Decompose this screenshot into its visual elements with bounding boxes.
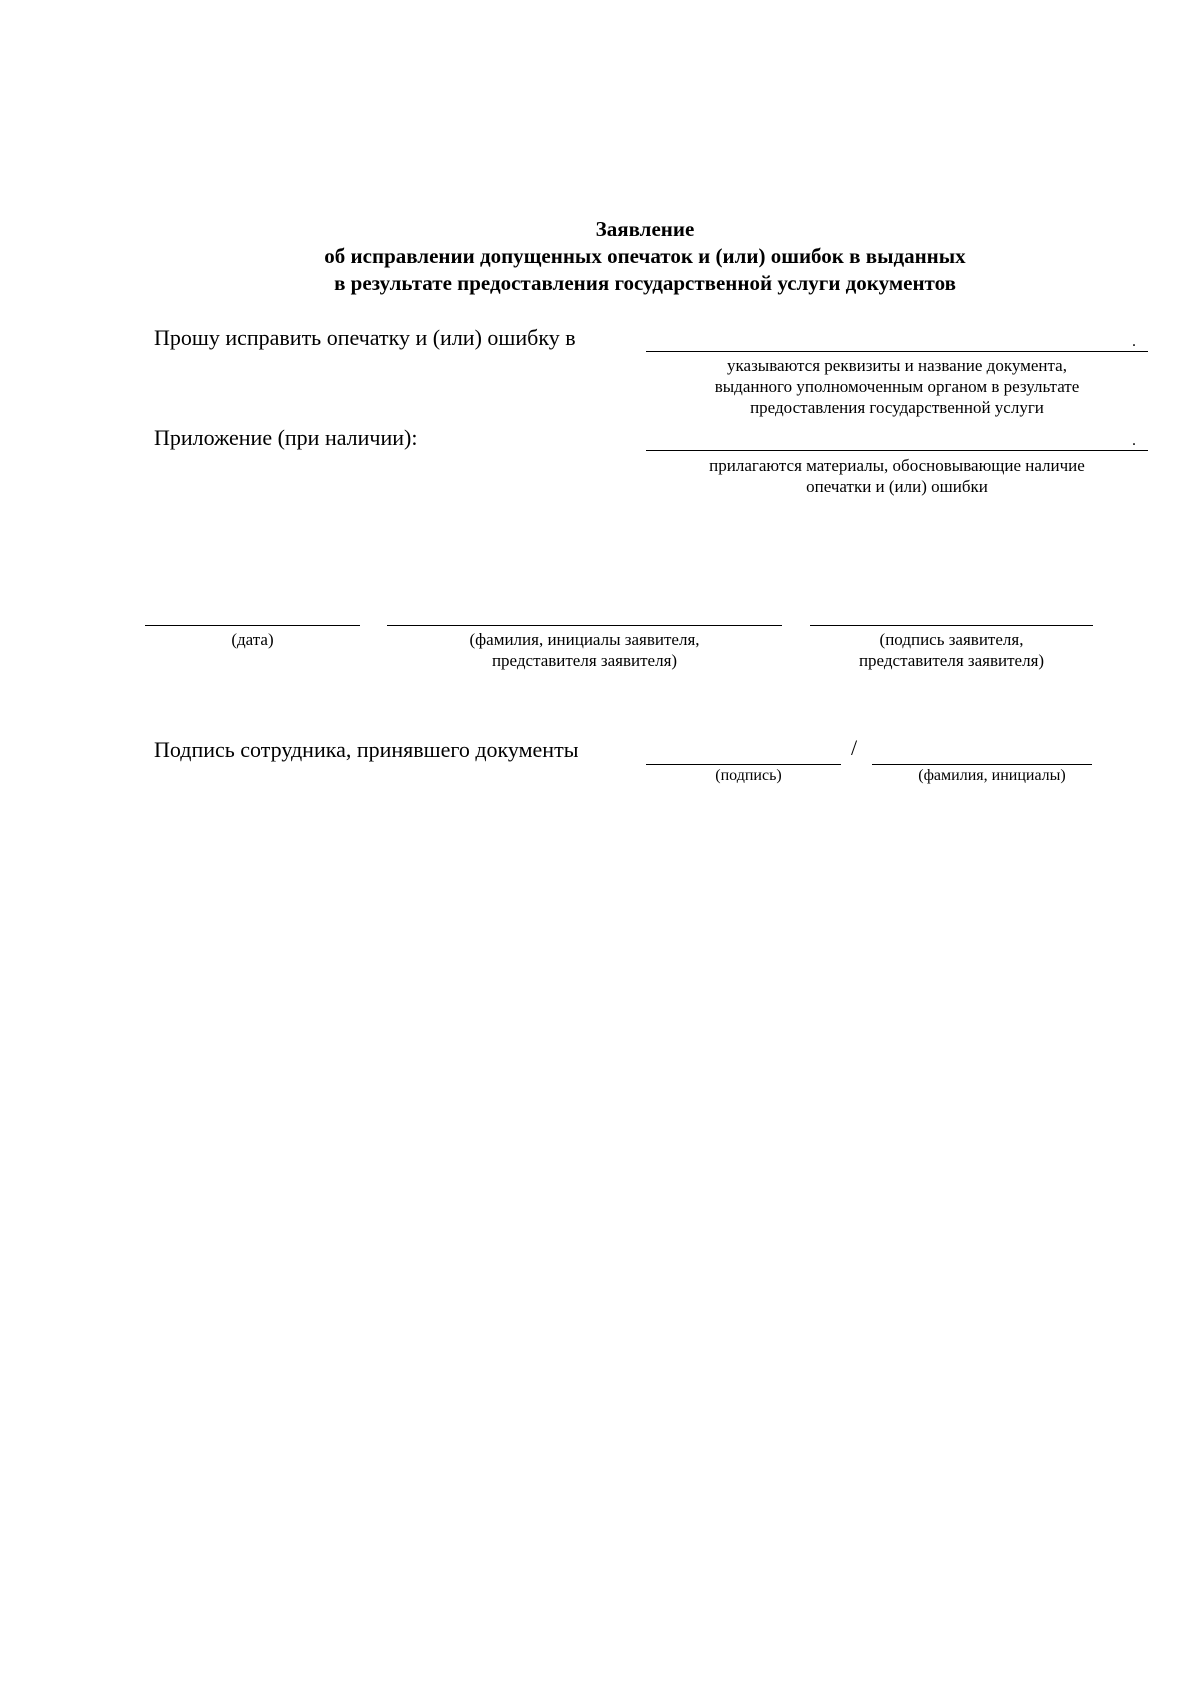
signature-separator: /	[851, 735, 858, 760]
applicant-signature-field[interactable]	[810, 625, 1093, 626]
attachment-field[interactable]	[646, 450, 1148, 451]
title-line-3: в результате предоставления государственной услуги документов	[334, 271, 956, 295]
request-end-dot: .	[1132, 333, 1136, 350]
attachment-label: Приложение (при наличии):	[154, 425, 418, 450]
request-hint-line-3: предоставления государственной услуги	[750, 398, 1044, 417]
attachment-field-hint	[646, 455, 1148, 497]
applicant-name-field[interactable]	[387, 625, 782, 626]
applicant-signature-caption-line-2: представителя заявителя)	[858, 651, 1045, 670]
title-line-2: об исправлении допущенных опечаток и (или) ошибок в выданных	[324, 244, 966, 268]
date-field[interactable]	[145, 625, 360, 626]
applicant-signature-caption	[810, 629, 1093, 671]
employee-signature-caption: (подпись)	[715, 767, 782, 784]
request-document-field[interactable]	[646, 351, 1148, 352]
request-field-hint	[646, 355, 1148, 418]
attachment-hint-line-2: опечатки и (или) ошибки	[806, 477, 988, 496]
request-hint-line-2: выданного уполномоченным органом в результате	[714, 377, 1080, 396]
applicant-name-caption	[387, 629, 782, 671]
attachment-end-dot: .	[1132, 432, 1136, 449]
date-caption: (дата)	[231, 630, 274, 649]
employee-signature-field[interactable]	[646, 764, 841, 765]
applicant-name-caption-line-1: (фамилия, инициалы заявителя,	[469, 630, 700, 649]
employee-name-field[interactable]	[872, 764, 1092, 765]
applicant-signature-caption-line-1: (подпись заявителя,	[879, 630, 1024, 649]
title-line-1: Заявление	[595, 217, 695, 241]
applicant-name-caption-line-2: представителя заявителя)	[491, 651, 678, 670]
employee-name-caption: (фамилия, инициалы)	[918, 767, 1066, 784]
request-hint-line-1: указываются реквизиты и название документа,	[727, 356, 1067, 375]
document-title	[0, 216, 1200, 297]
request-label: Прошу исправить опечатку и (или) ошибку в	[154, 325, 576, 350]
employee-signature-label: Подпись сотрудника, принявшего документы	[154, 737, 579, 762]
attachment-hint-line-1: прилагаются материалы, обосновывающие наличие	[709, 456, 1085, 475]
